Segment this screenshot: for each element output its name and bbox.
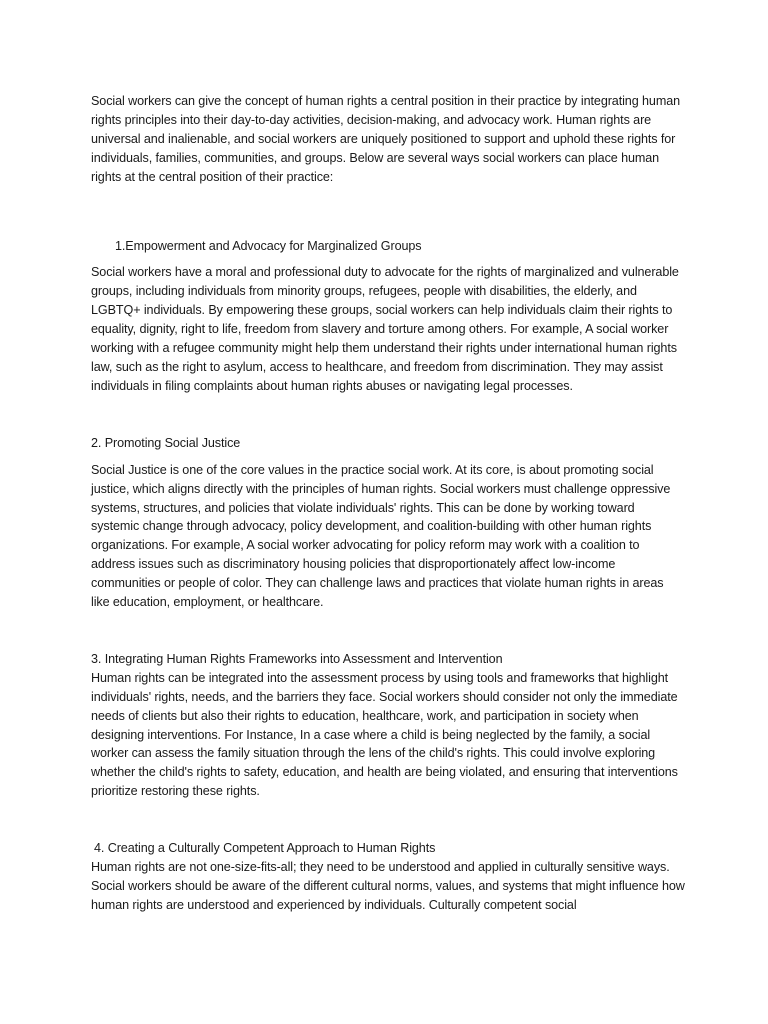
section-body-frameworks: Human rights can be integrated into the assessment process by using tools and frameworks that highlight individuals' rights, needs, and the barriers they face. Social workers should consider not only the immediate needs of clients but also their rights to education, healthcare, work, and participation in society when designing interventions. For Instance, In a case where a child is being neglected by the family, a social worker can assess the family situation through the lens of the child's rights. This could involve exploring whether the child's rights to safety, education, and health are being violated, and ensuring that interventions prioritize restoring these rights. [91, 670, 678, 799]
section-heading-frameworks: 3. Integrating Human Rights Frameworks into Assessment and Intervention [91, 651, 503, 666]
intro-paragraph: Social workers can give the concept of human rights a central position in their practice by integrating human rights principles into their day-to-day activities, decision-making, and advocacy work. Human rights are universal and inalienable, and social workers are uniquely positioned to support and uphold these rights for individuals, families, communities, and groups. Below are several ways social workers can place human rights at the central position of their practice: [91, 94, 681, 184]
section-body-empowerment: Social workers have a moral and professional duty to advocate for the rights of marginalized and vulnerable groups, including individuals from minority groups, refugees, people with disabilities, the elderly, and LGBTQ+ individuals. By empowering these groups, social workers can help individuals claim their rights to equality, dignity, right to life, freedom from slavery and torture among others. For example, A social worker working with a refugee community might help them understand their rights under international human rights law, such as the right to asylum, access to healthcare, and freedom from discrimination. They may assist individuals in filing complaints about human rights abuses or navigating legal processes. [91, 265, 679, 393]
section-body-social-justice: Social Justice is one of the core values in the practice social work. At its core, is about promoting social justice, which aligns directly with the principles of human rights. Social workers must challenge oppressive systems, structures, and policies that violate individuals' rights. This can be done by working toward systemic change through advocacy, policy development, and coalition-building with other human rights organizations. For example, A social worker advocating for policy reform may work with a coalition to address issues such as discriminatory housing policies that disproportionately affect low-income communities or people of color. They can challenge laws and practices that violate human rights in areas like education, employment, or healthcare. [91, 462, 671, 610]
section-heading-cultural-competence: 4. Creating a Culturally Competent Approach to Human Rights [94, 841, 436, 856]
section-body-cultural-competence: Human rights are not one-size-fits-all; they need to be understood and applied in culturally sensitive ways. Social workers should be aware of the different cultural norms, values, and systems that might influence how human rights are understood and experienced by individuals. Culturally competent social [91, 860, 685, 912]
section-heading-empowerment: 1.Empowerment and Advocacy for Marginalized Groups [115, 238, 422, 253]
document-body [91, 92, 685, 915]
section-heading-social-justice: 2. Promoting Social Justice [91, 435, 241, 450]
